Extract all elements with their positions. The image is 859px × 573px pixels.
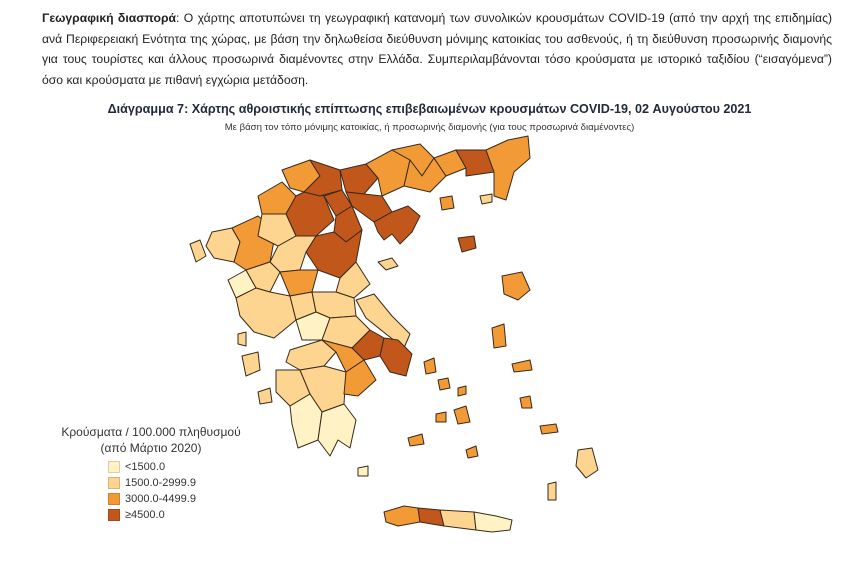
region-paros: [436, 412, 446, 422]
region-chania: [384, 506, 420, 526]
region-kythira: [358, 466, 368, 476]
map-subtitle: Με βάση τον τόπο μόνιμης κατοικίας, ή προσωρινής διαμονής (για τους προσωρινά διαμένοντες): [224, 122, 635, 133]
region-attica: [380, 338, 412, 376]
region-thasos: [440, 196, 454, 210]
region-laconia: [318, 404, 356, 456]
legend-label: <1500.0: [125, 461, 166, 473]
region-syros-tinos: [438, 378, 450, 390]
region-heraklion: [440, 510, 476, 530]
region-mykonos: [458, 386, 466, 396]
region-lemnos: [458, 236, 476, 252]
region-rhodes: [576, 448, 598, 478]
region-sporades: [378, 258, 398, 270]
region-lesvos: [502, 272, 530, 300]
legend-item: [108, 507, 196, 523]
intro-text: : Ο χάρτης αποτυπώνει τη γεωγραφική κατανομή των συνολικών κρουσμάτων COVID-19 (από την αρχή της επιδημίας) ανά Περιφερειακή Ενότητα της χώρας, με βάση την δηλωθείσα διεύθυνση μόνιμης κατοικίας του ασθενούς, ή τη διεύθυνση προσωρινής διαμονής για τους τουρίστες και άλλους προσωρινά διαμένοντες στην Ελλάδα. Συμπεριλαμβάνονται τόσο κρούσματα με ιστορικό ταξιδίου (“εισαγόμενα”) όσο και κρούσματα με πιθανή εγχώρια μετάδοση.: [42, 11, 833, 87]
region-kos: [540, 424, 558, 434]
region-evros: [486, 136, 530, 200]
legend-title: [56, 424, 246, 456]
legend-label: ≥4500.0: [125, 509, 165, 521]
region-karpathos: [548, 482, 556, 500]
region-thira: [466, 446, 478, 458]
legend-item: [108, 475, 196, 491]
region-corfu: [190, 240, 206, 262]
region-lasithi: [474, 512, 512, 532]
intro-label: Γεωγραφική διασπορά: [42, 11, 177, 25]
legend-label: 3000.0-4499.9: [125, 493, 196, 505]
legend-swatch: [108, 509, 120, 521]
legend: [108, 459, 196, 523]
legend-item: [108, 491, 196, 507]
region-lefkada: [238, 332, 246, 346]
region-naxos: [454, 406, 470, 424]
legend-swatch: [108, 477, 120, 489]
region-aetoloakarnania: [236, 288, 296, 338]
region-kefalonia: [242, 352, 260, 376]
region-samothrace: [480, 194, 492, 204]
region-milos: [408, 434, 424, 446]
map-title: Διάγραμμα 7: Χάρτης αθροιστικής επίπτωσης επιβεβαιωμένων κρουσμάτων COVID-19, 02 Αυγούστου 2021: [107, 102, 752, 116]
region-zakynthos: [258, 388, 272, 404]
region-chios: [492, 324, 506, 348]
legend-title-line1: Κρούσματα / 100.000 πληθυσμού: [61, 425, 241, 439]
legend-swatch: [108, 493, 120, 505]
legend-label: 1500.0-2999.9: [125, 477, 196, 489]
legend-swatch: [108, 461, 120, 473]
intro-paragraph: [42, 8, 832, 90]
region-andros: [424, 358, 436, 374]
legend-item: [108, 459, 196, 475]
region-ikaria-samos: [512, 360, 532, 372]
legend-title-line2: (από Μάρτιο 2020): [100, 441, 202, 455]
region-kalymnos: [520, 396, 532, 408]
